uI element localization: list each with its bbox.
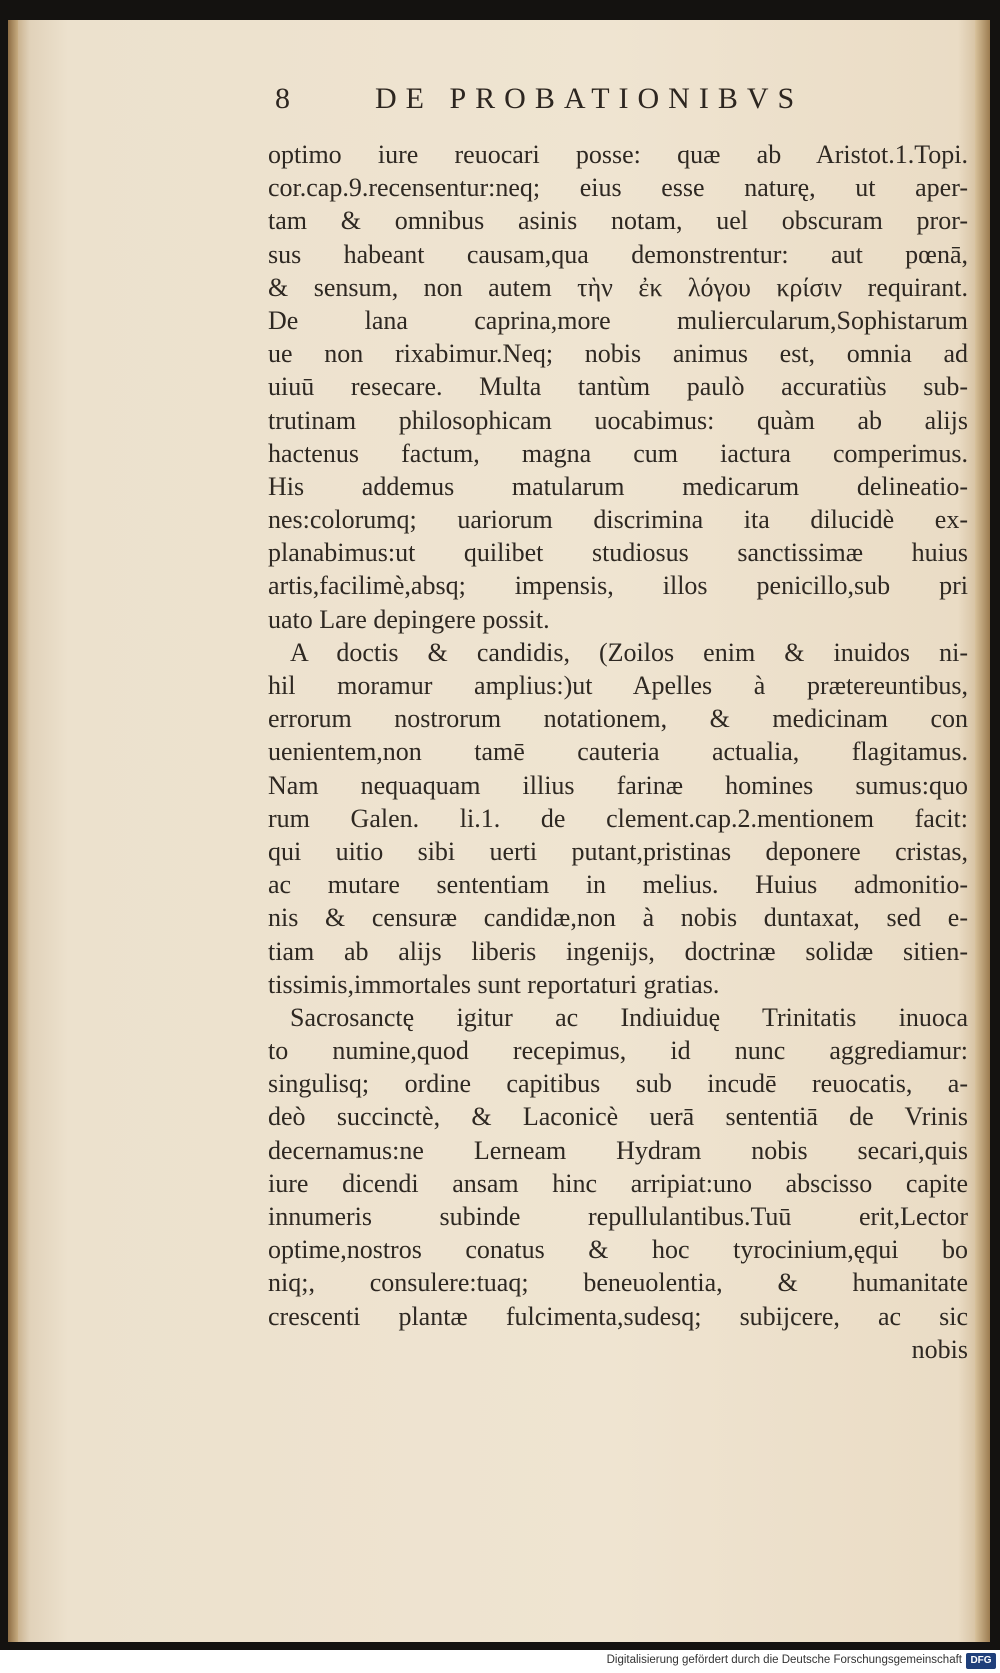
running-title: DE PROBATIONIBVS [375,82,804,115]
funding-credit: Digitalisierung gefördert durch die Deutsche Forschungsgemeinschaft [606,1654,962,1666]
text-line: A doctis & candidis, (Zoilos enim & inuidos ni- [290,637,968,667]
text-line: uenientem,non tamē cauteria actualia, flagitamus. [268,737,968,767]
body-text [268,138,968,1366]
text-line: trutinam philosophicam uocabimus: quàm ab alijs [268,405,968,435]
text-line: Sacrosanctę igitur ac Indiuiduę Trinitatis inuoca [290,1002,968,1032]
text-line: qui uitio sibi uerti putant,pristinas deponere cristas, [268,836,968,866]
text-line: rum Galen. li.1. de clement.cap.2.mentionem facit: [268,803,968,833]
text-line: ue non rixabimur.Neq; nobis animus est, omnia ad [268,339,968,369]
text-line: nis & censuræ candidæ,non à nobis duntaxat, sed e- [268,903,968,933]
digitization-footer [0,1650,1000,1673]
running-head [275,82,875,122]
catchword: nobis [911,1334,968,1364]
text-line: to numine,quod recepimus, id nunc aggrediamur: [268,1036,968,1066]
text-line: nes:colorumq; uariorum discrimina ita dilucidè ex- [268,505,968,535]
text-line: singulisq; ordine capitibus sub incudē reuocatis, a- [268,1069,968,1099]
text-line: planabimus:ut quilibet studiosus sanctissimæ huius [268,538,968,568]
text-line: uiuū resecare. Multa tantùm paulò accuratiùs sub- [268,372,968,402]
text-line: tam & omnibus asinis notam, uel obscuram pror- [268,206,968,236]
text-line: optimo iure reuocari posse: quæ ab Aristot.1.Topi. [268,140,968,169]
text-line: niq;, consulere:tuaq; beneuolentia, & humanitate [268,1268,968,1298]
text-line: tiam ab alijs liberis ingenijs, doctrinæ solidæ sitien- [268,936,968,966]
text-line: optime,nostros conatus & hoc tyrocinium,ęqui bo [268,1235,968,1265]
text-line: His addemus matularum medicarum delineatio- [268,471,968,501]
page-gutter-left [8,20,18,1642]
text-line: De lana caprina,more muliercularum,Sophistarum [268,305,968,335]
text-line: hactenus factum, magna cum iactura comperimus. [268,438,968,468]
text-line: crescenti plantæ fulcimenta,sudesq; subijcere, ac sic [268,1301,968,1331]
text-line: ac mutare sententiam in melius. Huius admonitio- [268,870,968,900]
page-number: 8 [275,82,290,115]
page-edge-right [975,20,990,1642]
text-line: tissimis,immortales sunt reportaturi gratias. [268,969,720,999]
text-line: & sensum, non autem τὴν ἐκ λόγου κρίσιν requirant. [268,272,968,302]
text-line: artis,facilimè,absq; impensis, illos penicillo,sub pri [268,571,968,601]
text-line: hil moramur amplius:)ut Apelles à prætereuntibus, [268,671,968,700]
text-line: cor.cap.9.recensentur:neq; eius esse naturę, ut aper- [268,173,968,203]
text-line: Nam nequaquam illius farinæ homines sumus:quo [268,770,968,800]
text-line: decernamus:ne Lerneam Hydram nobis secari,quis [268,1135,968,1165]
dfg-logo: DFG [966,1653,996,1669]
text-line: sus habeant causam,qua demonstrentur: aut pœnā, [268,239,968,269]
text-line: deò succinctè, & Laconicè uerā sententiā de Vrinis [268,1102,968,1132]
text-line: iure dicendi ansam hinc arripiat:uno abscisso capite [268,1168,968,1198]
text-line: innumeris subinde repullulantibus.Tuū erit,Lector [268,1202,968,1231]
text-line: errorum nostrorum notationem, & medicinam con [268,704,968,734]
text-line: uato Lare depingere possit. [268,604,550,634]
